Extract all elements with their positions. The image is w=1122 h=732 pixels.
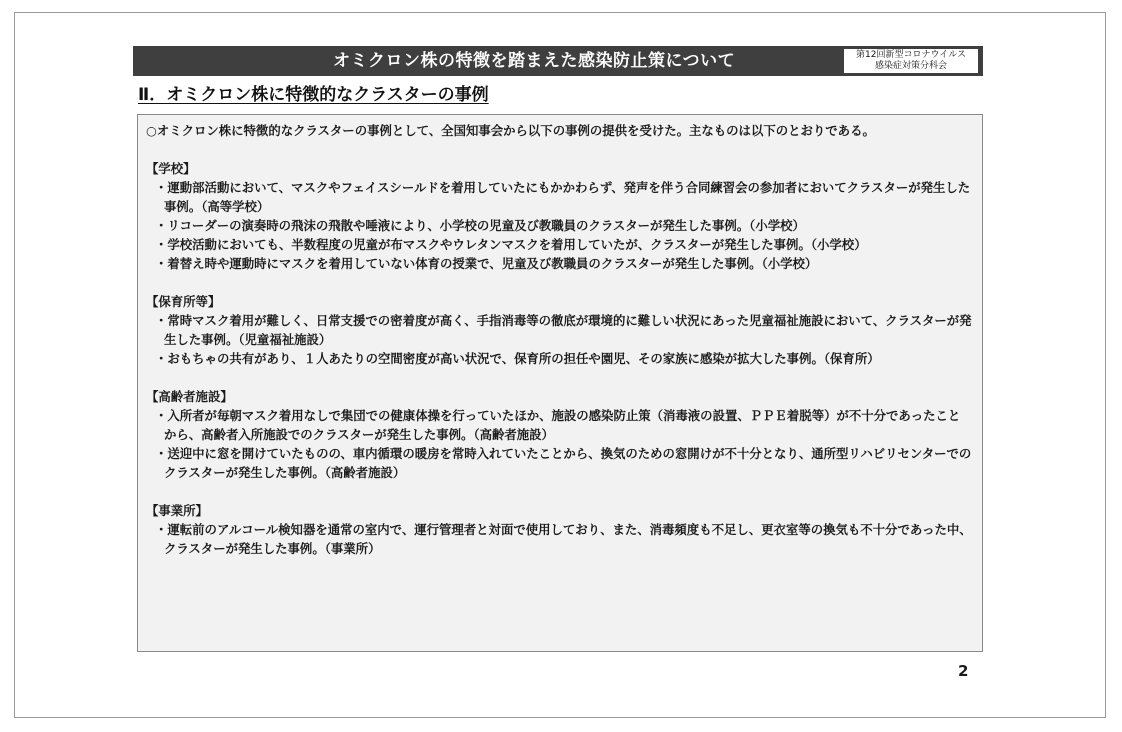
section-heading: Ⅱ．オミクロン株に特徴的なクラスターの事例 <box>138 85 489 105</box>
category-school: 【学校】 <box>146 161 196 176</box>
meeting-badge <box>843 48 979 74</box>
list-item: ・おもちゃの共有があり、１人あたりの空間密度が高い状況で、保育所の担任や園児、その家族に感染が拡大した事例。（保育所） <box>155 351 880 366</box>
category-nursery: 【保育所等】 <box>146 294 221 309</box>
slide-title: オミクロン株の特徴を踏まえた感染防止策について <box>333 51 736 71</box>
list-item: ・送迎中に窓を開けていたものの、車内循環の暖房を常時入れていたことから、換気のための窓開けが不十分となり、通所型リハビリセンターでのクラスターが発生した事例。（高齢者施設） <box>155 446 972 480</box>
category-workplace: 【事業所】 <box>146 503 208 518</box>
badge-line-1: 第12回新型コロナウイルス <box>856 50 966 60</box>
category-elderly-facility: 【高齢者施設】 <box>146 389 233 404</box>
page-number: 2 <box>958 662 969 680</box>
list-item: ・運転前のアルコール検知器を通常の室内で、運行管理者と対面で使用しており、また、消毒頻度も不足し、更衣室等の換気も不十分であった中、クラスターが発生した事例。（事業所） <box>155 522 972 556</box>
list-item: ・常時マスク着用が難しく、日常支援での密着度が高く、手指消毒等の徹底が環境的に難しい状況にあった児童福祉施設において、クラスターが発生した事例。（児童福祉施設） <box>155 313 972 347</box>
intro-text: ○オミクロン株に特徴的なクラスターの事例として、全国知事会から以下の事例の提供を受けた。主なものは以下のとおりである。 <box>146 123 875 138</box>
content-box <box>137 114 983 652</box>
list-item: ・着替え時や運動時にマスクを着用していない体育の授業で、児童及び教職員のクラスターが発生した事例。（小学校） <box>155 256 818 271</box>
list-item: ・学校活動においても、半数程度の児童が布マスクやウレタンマスクを着用していたが、クラスターが発生した事例。（小学校） <box>155 237 867 252</box>
list-item: ・運動部活動において、マスクやフェイスシールドを着用していたにもかかわらず、発声を伴う合同練習会の参加者においてクラスターが発生した事例。（高等学校） <box>155 180 971 214</box>
list-item: ・リコーダーの演奏時の飛沫の飛散や唾液により、小学校の児童及び教職員のクラスターが発生した事例。（小学校） <box>155 218 805 233</box>
badge-line-2: 感染症対策分科会 <box>874 61 947 71</box>
list-item: ・入所者が毎朝マスク着用なしで集団での健康体操を行っていたほか、施設の感染防止策（消毒液の設置、ＰＰＥ着脱等）が不十分であったことから、高齢者入所施設でのクラスターが発生した事例。（高齢者施設） <box>155 408 961 442</box>
